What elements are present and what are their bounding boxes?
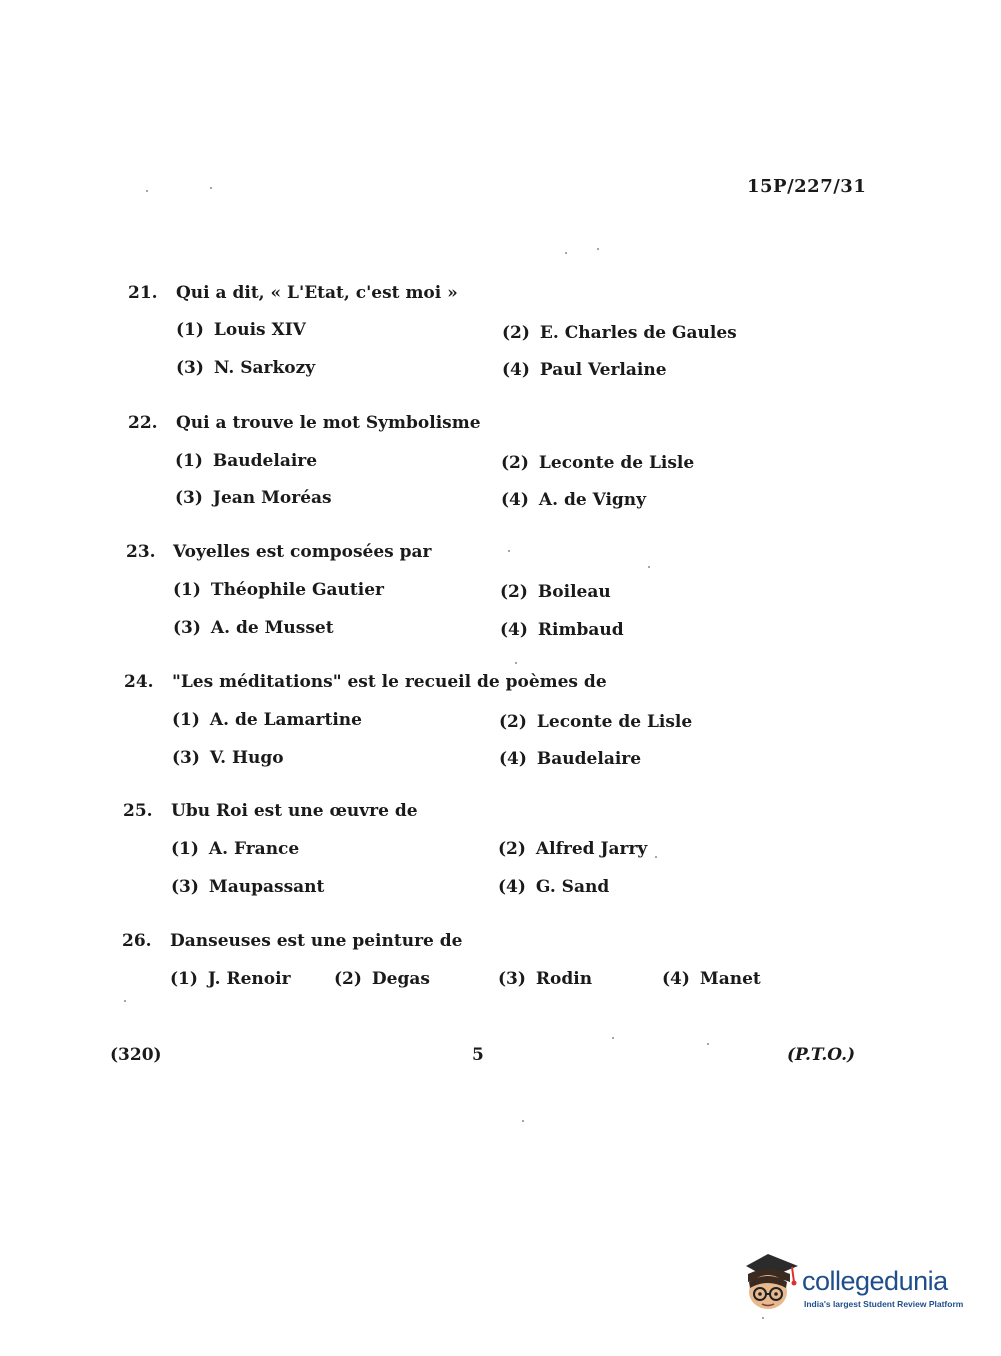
question-text: Ubu Roi est une œuvre de (171, 801, 418, 821)
scan-speck (648, 566, 650, 568)
question-24 (0, 672, 1001, 782)
option-3: (3) Rodin (498, 969, 593, 989)
scan-speck (210, 187, 212, 189)
option-1: (1) A. de Lamartine (172, 710, 362, 730)
question-21 (0, 283, 1001, 393)
option-2: (2) Leconte de Lisle (499, 712, 693, 732)
scan-speck (515, 662, 517, 664)
option-3: (3) Jean Moréas (175, 488, 332, 508)
scan-speck (597, 248, 599, 250)
page-number: 5 (472, 1045, 484, 1065)
option-1: (1) Louis XIV (176, 320, 306, 340)
option-4: (4) Paul Verlaine (502, 360, 667, 380)
question-number: 23. (126, 542, 156, 562)
option-3: (3) A. de Musset (173, 618, 334, 638)
option-1: (1) Baudelaire (175, 451, 318, 471)
question-text: Qui a dit, « L'Etat, c'est moi » (176, 283, 458, 303)
please-turn-over: (P.T.O.) (787, 1045, 856, 1065)
paper-code: 15P/227/31 (747, 176, 867, 197)
question-number: 22. (128, 413, 158, 433)
option-3: (3) N. Sarkozy (176, 358, 316, 378)
question-number: 26. (122, 931, 152, 951)
option-4: (4) Manet (662, 969, 761, 989)
question-23 (0, 542, 1001, 652)
scan-speck (522, 1120, 524, 1122)
question-text: "Les méditations" est le recueil de poèmes de (172, 672, 607, 692)
question-number: 21. (128, 283, 158, 303)
option-3: (3) V. Hugo (172, 748, 284, 768)
option-1: (1) A. France (171, 839, 300, 859)
scan-speck (508, 550, 510, 552)
option-2: (2) Alfred Jarry (498, 839, 648, 859)
question-text: Danseuses est une peinture de (170, 931, 463, 951)
option-4: (4) Rimbaud (500, 620, 624, 640)
collegedunia-logo (742, 1250, 967, 1320)
scan-speck (612, 1037, 614, 1039)
question-text: Voyelles est composées par (173, 542, 432, 562)
option-2: (2) Boileau (500, 582, 611, 602)
scan-speck (146, 190, 148, 192)
question-number: 25. (123, 801, 153, 821)
scan-speck (707, 1043, 709, 1045)
option-4: (4) A. de Vigny (501, 490, 647, 510)
option-1: (1) J. Renoir (170, 969, 291, 989)
option-2: (2) E. Charles de Gaules (502, 323, 737, 343)
logo-tagline: India's largest Student Review Platform (804, 1299, 964, 1309)
mascot-icon (742, 1252, 802, 1314)
scan-speck (124, 1000, 126, 1002)
scan-speck (565, 252, 567, 254)
question-22 (0, 413, 1001, 523)
option-2: (2) Leconte de Lisle (501, 453, 695, 473)
option-4: (4) G. Sand (498, 877, 610, 897)
logo-name: collegedunia (802, 1266, 948, 1296)
scan-speck (655, 856, 657, 858)
question-text: Qui a trouve le mot Symbolisme (176, 413, 481, 433)
option-1: (1) Théophile Gautier (173, 580, 384, 600)
question-number: 24. (124, 672, 154, 692)
option-4: (4) Baudelaire (499, 749, 642, 769)
question-26 (0, 931, 1001, 1041)
question-25 (0, 801, 1001, 911)
option-2: (2) Degas (334, 969, 430, 989)
option-3: (3) Maupassant (171, 877, 325, 897)
footer-code: (320) (110, 1045, 162, 1065)
